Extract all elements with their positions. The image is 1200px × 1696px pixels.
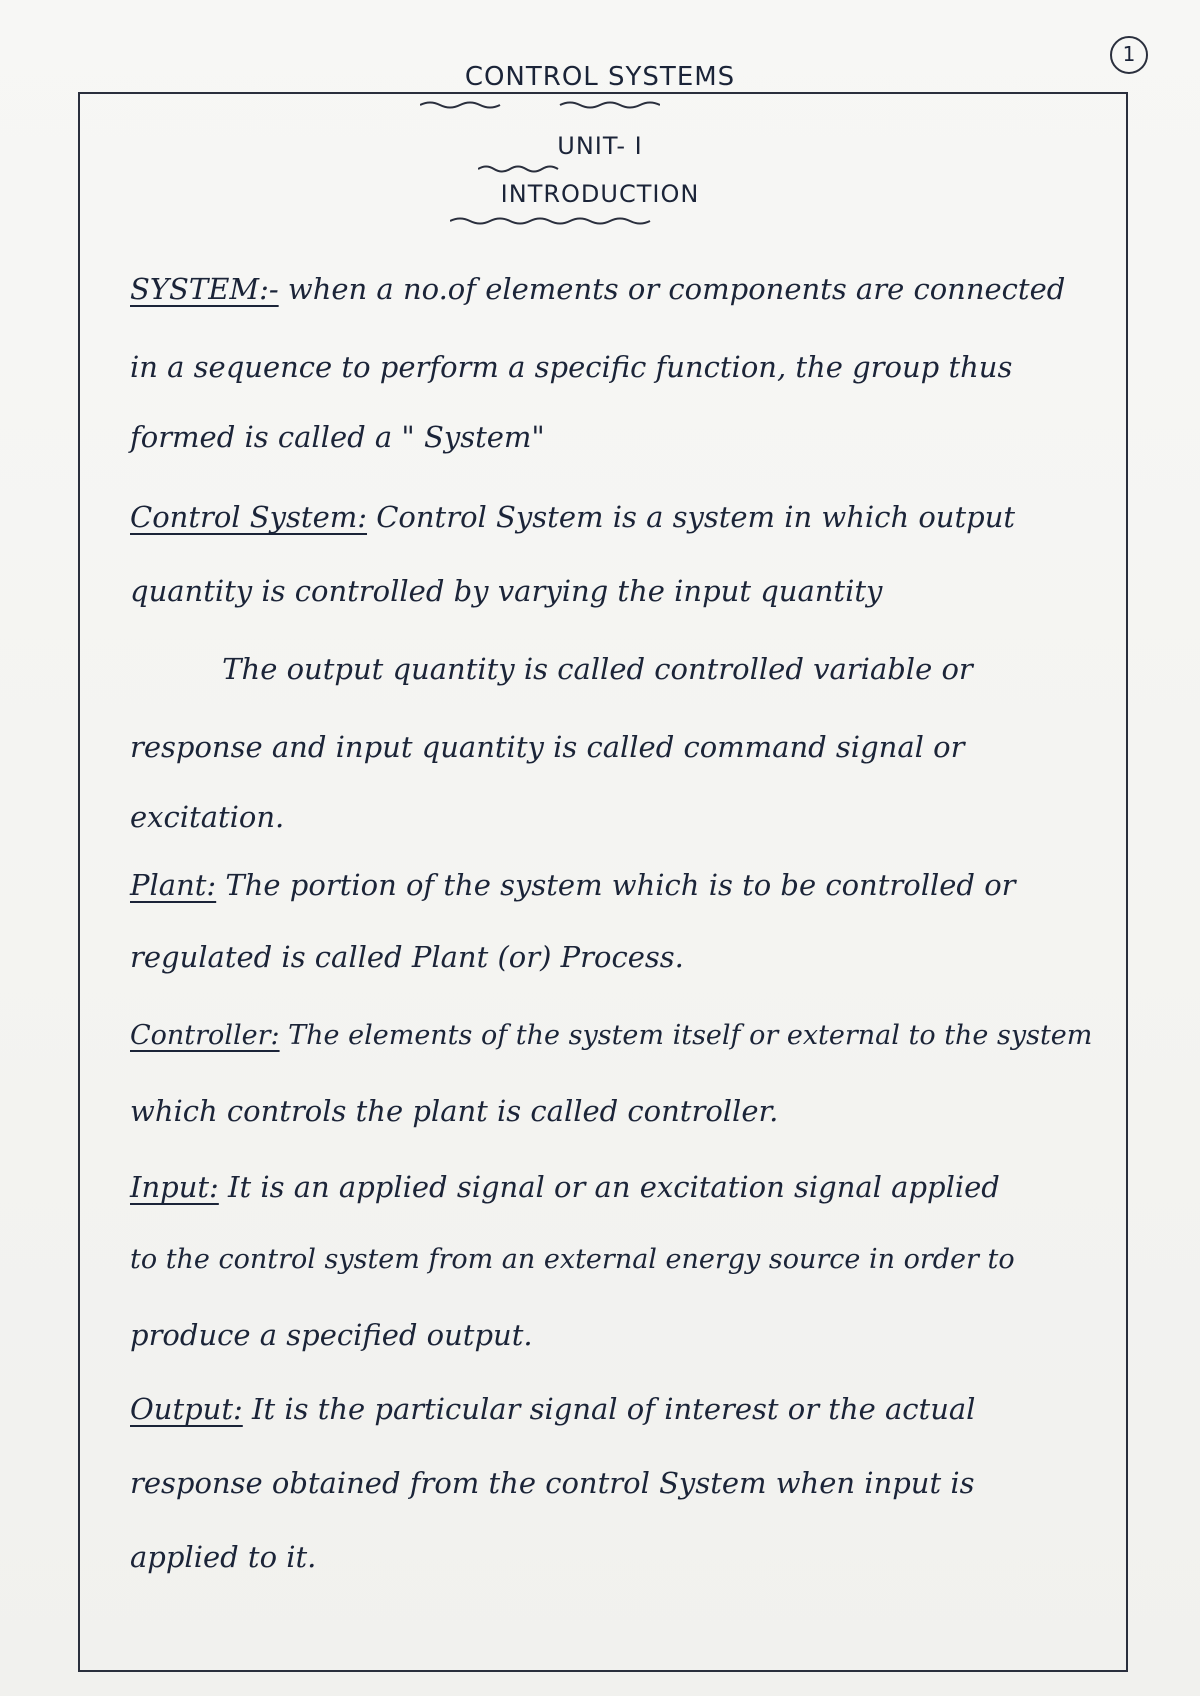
- section-underline: [450, 216, 660, 226]
- definition-term: Controller:: [130, 1020, 280, 1051]
- definition-term: Output:: [130, 1392, 243, 1426]
- note-line: [130, 272, 1110, 306]
- definition-text: The output quantity is called controlled variable or: [130, 652, 973, 686]
- definition-term: Control System:: [130, 500, 368, 534]
- note-line: [130, 574, 1110, 608]
- definition-term: Plant:: [130, 868, 217, 902]
- note-line: [130, 1094, 1110, 1128]
- definition-text: produce a specified output.: [130, 1318, 533, 1352]
- definition-text: It is the particular signal of interest or the actual: [242, 1392, 976, 1426]
- note-line: [130, 730, 1110, 764]
- definition-text: The portion of the system which is to be controlled or: [216, 868, 1016, 902]
- note-line: [130, 868, 1110, 902]
- note-line: [130, 1466, 1110, 1500]
- definition-text: applied to it.: [130, 1540, 317, 1574]
- page-number: 1: [1110, 36, 1148, 74]
- definition-text: response obtained from the control System when input is: [130, 1466, 975, 1500]
- definition-term: Input:: [130, 1170, 219, 1204]
- definition-text: excitation.: [130, 800, 285, 834]
- note-line: [130, 350, 1110, 384]
- definition-text: quantity is controlled by varying the input quantity: [130, 574, 883, 608]
- section-heading: INTRODUCTION: [500, 180, 700, 208]
- note-line: [130, 1170, 1110, 1204]
- definition-text: when a no.of elements or components are connected: [278, 272, 1066, 306]
- definition-text: which controls the plant is called controller.: [130, 1094, 779, 1128]
- definition-term: SYSTEM:-: [130, 272, 279, 306]
- note-line: [130, 1244, 1110, 1275]
- note-line: [130, 1392, 1110, 1426]
- definition-text: to the control system from an external energy source in order to: [130, 1244, 1015, 1275]
- title-underline: [420, 100, 660, 110]
- unit-underline: [478, 164, 578, 174]
- note-line: [130, 1540, 1110, 1574]
- definition-text: response and input quantity is called command signal or: [130, 730, 965, 764]
- definition-text: The elements of the system itself or external to the system: [279, 1020, 1093, 1051]
- note-line: [130, 940, 1110, 974]
- note-line: [130, 1020, 1110, 1051]
- definition-text: Control System is a system in which output: [367, 500, 1016, 534]
- note-line: [130, 500, 1110, 534]
- definition-text: formed is called a " System": [130, 420, 545, 454]
- note-line: [130, 420, 1110, 454]
- note-line: [130, 800, 1110, 834]
- page-title: CONTROL SYSTEMS: [464, 62, 736, 92]
- note-line: [130, 1318, 1110, 1352]
- unit-heading: UNIT- I: [557, 132, 643, 160]
- definition-text: It is an applied signal or an excitation signal applied: [218, 1170, 1000, 1204]
- note-line: [130, 652, 1110, 686]
- definition-text: regulated is called Plant (or) Process.: [130, 940, 684, 974]
- definition-text: in a sequence to perform a specific function, the group thus: [130, 350, 1013, 384]
